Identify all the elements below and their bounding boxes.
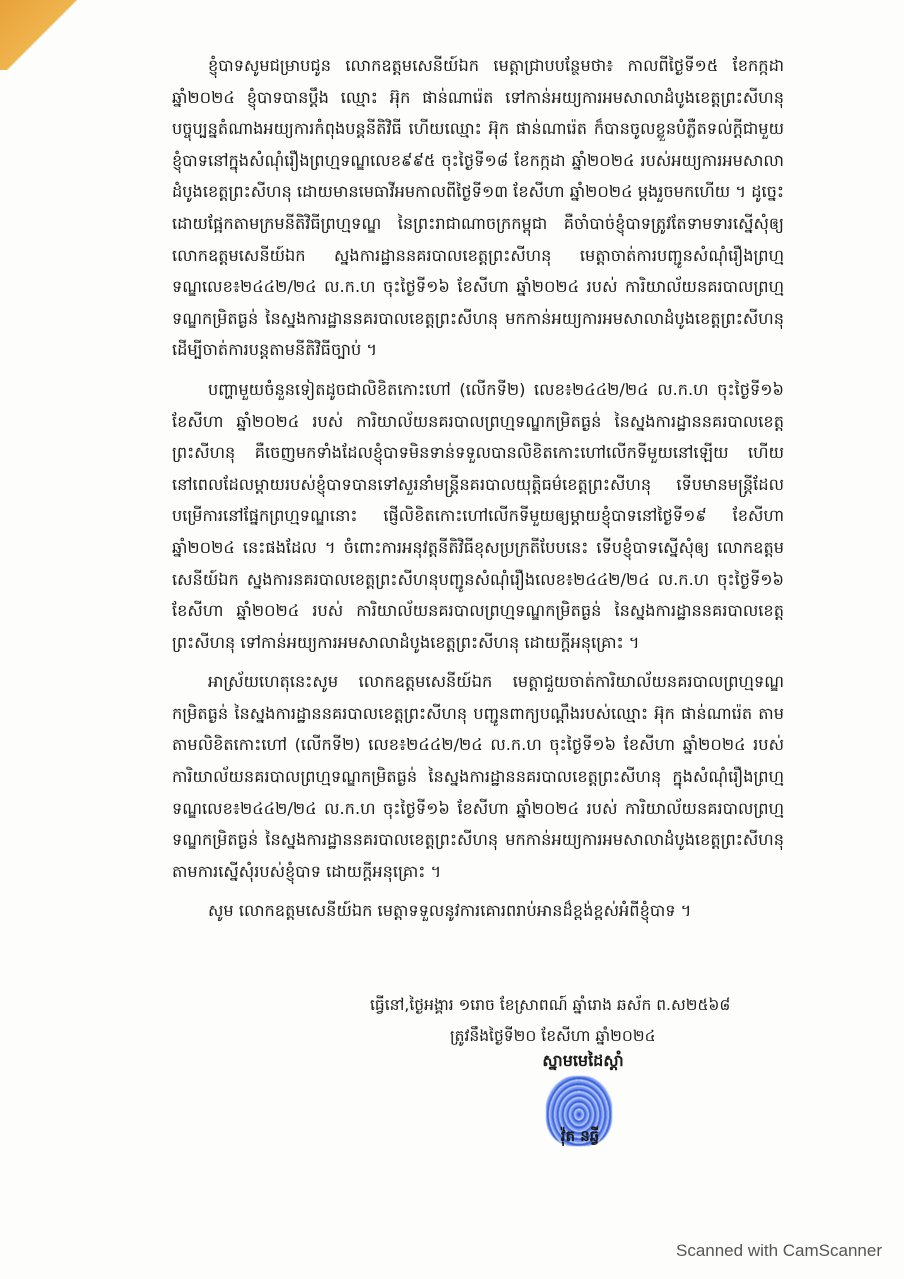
signature-title: ស្នាមមេដៃស្ដាំ bbox=[542, 1051, 624, 1070]
paragraph-1: ខ្ញុំបាទសូមជម្រាបជូន លោកឧត្ដមសេនីយ៍ឯក មេត្តាជ្រាបបន្ថែមថា៖ កាលពីថ្ងៃទី១៥ ខែកក្កដា ឆ្នាំ២០២៤ ខ្ញុំបាទបានប្ដឹង ឈ្មោះ អ៊ុក ផាន់ណារ៉េត ទៅកាន់អយ្យការអមសាលាដំបូងខេត្តព្រះសីហនុ បច្ចុប្បន្នតំណាងអយ្យការកំពុងបន្តនីតិវិធី ហើយឈ្មោះ អ៊ុក ផាន់ណារ៉េត ក៏បានចូលខ្លួនបំភ្លឺតទល់ក្ដីជាមួយខ្ញុំបាទនៅក្នុងសំណុំរឿងព្រហ្មទណ្ឌលេខ៩៩៥ ចុះថ្ងៃទី១៨ ខែកក្កដា ឆ្នាំ២០២៤ របស់អយ្យការអមសាលាដំបូងខេត្តព្រះសីហនុ ដោយមានមេធាវីអមកាលពីថ្ងៃទី១៣ ខែសីហា ឆ្នាំ២០២៤ ម្ដងរួចមកហើយ ។ ដូច្នេះដោយផ្អែកតាមក្រមនីតិវិធីព្រហ្មទណ្ឌ នៃព្រះរាជាណាចក្រកម្ពុជា គឺចាំបាច់ខ្ញុំបាទត្រូវតែទាមទារស្នើសុំឲ្យ លោកឧត្ដមសេនីយ៍ឯក ស្នងការដ្ឋាននគរបាលខេត្តព្រះសីហនុ មេត្តាចាត់ការបញ្ជូនសំណុំរឿងព្រហ្មទណ្ឌលេខ៖២៤៤២/២៤ ល.ក.ហ ចុះថ្ងៃទី១៦ ខែសីហា ឆ្នាំ២០២៤ របស់ ការិយាល័យនគរបាលព្រហ្មទណ្ឌកម្រិតធ្ងន់ នៃស្នងការដ្ឋាននគរបាលខេត្តព្រះសីហនុ មកកាន់អយ្យការអមសាលាដំបូងខេត្តព្រះសីហនុ ដើម្បីចាត់ការបន្តតាមនីតិវិធីច្បាប់ ។ bbox=[172, 56, 784, 360]
orange-corner-tab bbox=[0, 0, 120, 70]
closing-line: សូម លោកឧត្ដមសេនីយ៍ឯក មេត្តាទទួលនូវការគោរពរាប់អានដ៏ខ្ពង់ខ្ពស់អំពីខ្ញុំបាទ ។ bbox=[208, 901, 692, 921]
date-lunar: ធ្វើនៅ,ថ្ងៃអង្គារ ១រោច ខែស្រាពណ៍ ឆ្នាំរោង ឆស័ក ព.ស២៥៦៨ bbox=[370, 996, 731, 1014]
camscanner-watermark: Scanned with CamScanner bbox=[675, 1241, 882, 1260]
date-gregorian: ត្រូវនឹងថ្ងៃទី២០ ខែសីហា ឆ្នាំ២០២៤ bbox=[450, 1027, 656, 1045]
paragraph-3: អាស្រ័យហេតុនេះសូម លោកឧត្ដមសេនីយ៍ឯក មេត្តាជួយចាត់ការិយាល័យនគរបាលព្រហ្មទណ្ឌកម្រិតធ្ងន់ នៃស្នងការដ្ឋាននគរបាលខេត្តព្រះសីហនុ បញ្ជូនពាក្យបណ្ដឹងរបស់ឈ្មោះ អ៊ុក ផាន់ណារ៉េត តាមតាមលិខិតកោះហៅ (លើកទី២) លេខ៖២៤៤២/២៤ ល.ក.ហ ចុះថ្ងៃទី១៦ ខែសីហា ឆ្នាំ២០២៤ របស់ ការិយាល័យនគរបាលព្រហ្មទណ្ឌកម្រិតធ្ងន់ នៃស្នងការដ្ឋាននគរបាលខេត្តព្រះសីហនុ ក្នុងសំណុំរឿងព្រហ្មទណ្ឌលេខ៖២៤៤២/២៤ ល.ក.ហ ចុះថ្ងៃទី១៦ ខែសីហា ឆ្នាំ២០២៤ របស់ ការិយាល័យនគរបាលព្រហ្មទណ្ឌកម្រិតធ្ងន់ នៃស្នងការដ្ឋាននគរបាលខេត្តព្រះសីហនុ មកកាន់អយ្យការអមសាលាដំបូងខេត្តព្រះសីហនុ តាមការស្នើសុំរបស់ខ្ញុំបាទ ដោយក្ដីអនុគ្រោះ ។ bbox=[172, 672, 784, 881]
letter-body bbox=[172, 50, 784, 927]
paragraph-2: បញ្ហាមួយចំនួនទៀតដូចជាលិខិតកោះហៅ (លើកទី២) លេខ៖២៤៤២/២៤ ល.ក.ហ ចុះថ្ងៃទី១៦ ខែសីហា ឆ្នាំ២០២៤ របស់ ការិយាល័យនគរបាលព្រហ្មទណ្ឌកម្រិតធ្ងន់ នៃស្នងការដ្ឋាននគរបាលខេត្តព្រះសីហនុ គឺចេញមកទាំងដែលខ្ញុំបាទមិនទាន់ទទួលបានលិខិតកោះហៅលើកទីមួយនៅឡើយ ហើយនៅពេលដែលម្ដាយរបស់ខ្ញុំបាទបានទៅសួរនាំមន្ត្រីនគរបាលយុត្តិធម៌ខេត្តព្រះសីហនុ ទើបមានមន្ត្រីដែលបម្រើការនៅផ្នែកព្រហ្មទណ្ឌនោះ ផ្ញើលិខិតកោះហៅលើកទីមួយឲ្យម្ដាយខ្ញុំបាទនៅថ្ងៃទី១៩ ខែសីហា ឆ្នាំ២០២៤ នេះផងដែល ។ ចំពោះការអនុវត្តនីតិវិធីខុសប្រក្រតីបែបនេះ ទើបខ្ញុំបាទស្នើសុំឲ្យ លោកឧត្ដមសេនីយ៍ឯក ស្នងការនគរបាលខេត្តព្រះសីហនុបញ្ជូនសំណុំរឿងលេខ៖២៤៤២/២៤ ល.ក.ហ ចុះថ្ងៃទី១៦ ខែសីហា ឆ្នាំ២០២៤ របស់ ការិយាល័យនគរបាលព្រហ្មទណ្ឌកម្រិតធ្ងន់ នៃស្នងការដ្ឋាននគរបាលខេត្តព្រះសីហនុ ទៅកាន់អយ្យការអមសាលាដំបូងខេត្តព្រះសីហនុ ដោយក្ដីអនុគ្រោះ ។ bbox=[172, 379, 784, 652]
date-block bbox=[370, 990, 790, 1052]
signer-name: វ៉ុត នឆ្វី bbox=[560, 1127, 600, 1145]
